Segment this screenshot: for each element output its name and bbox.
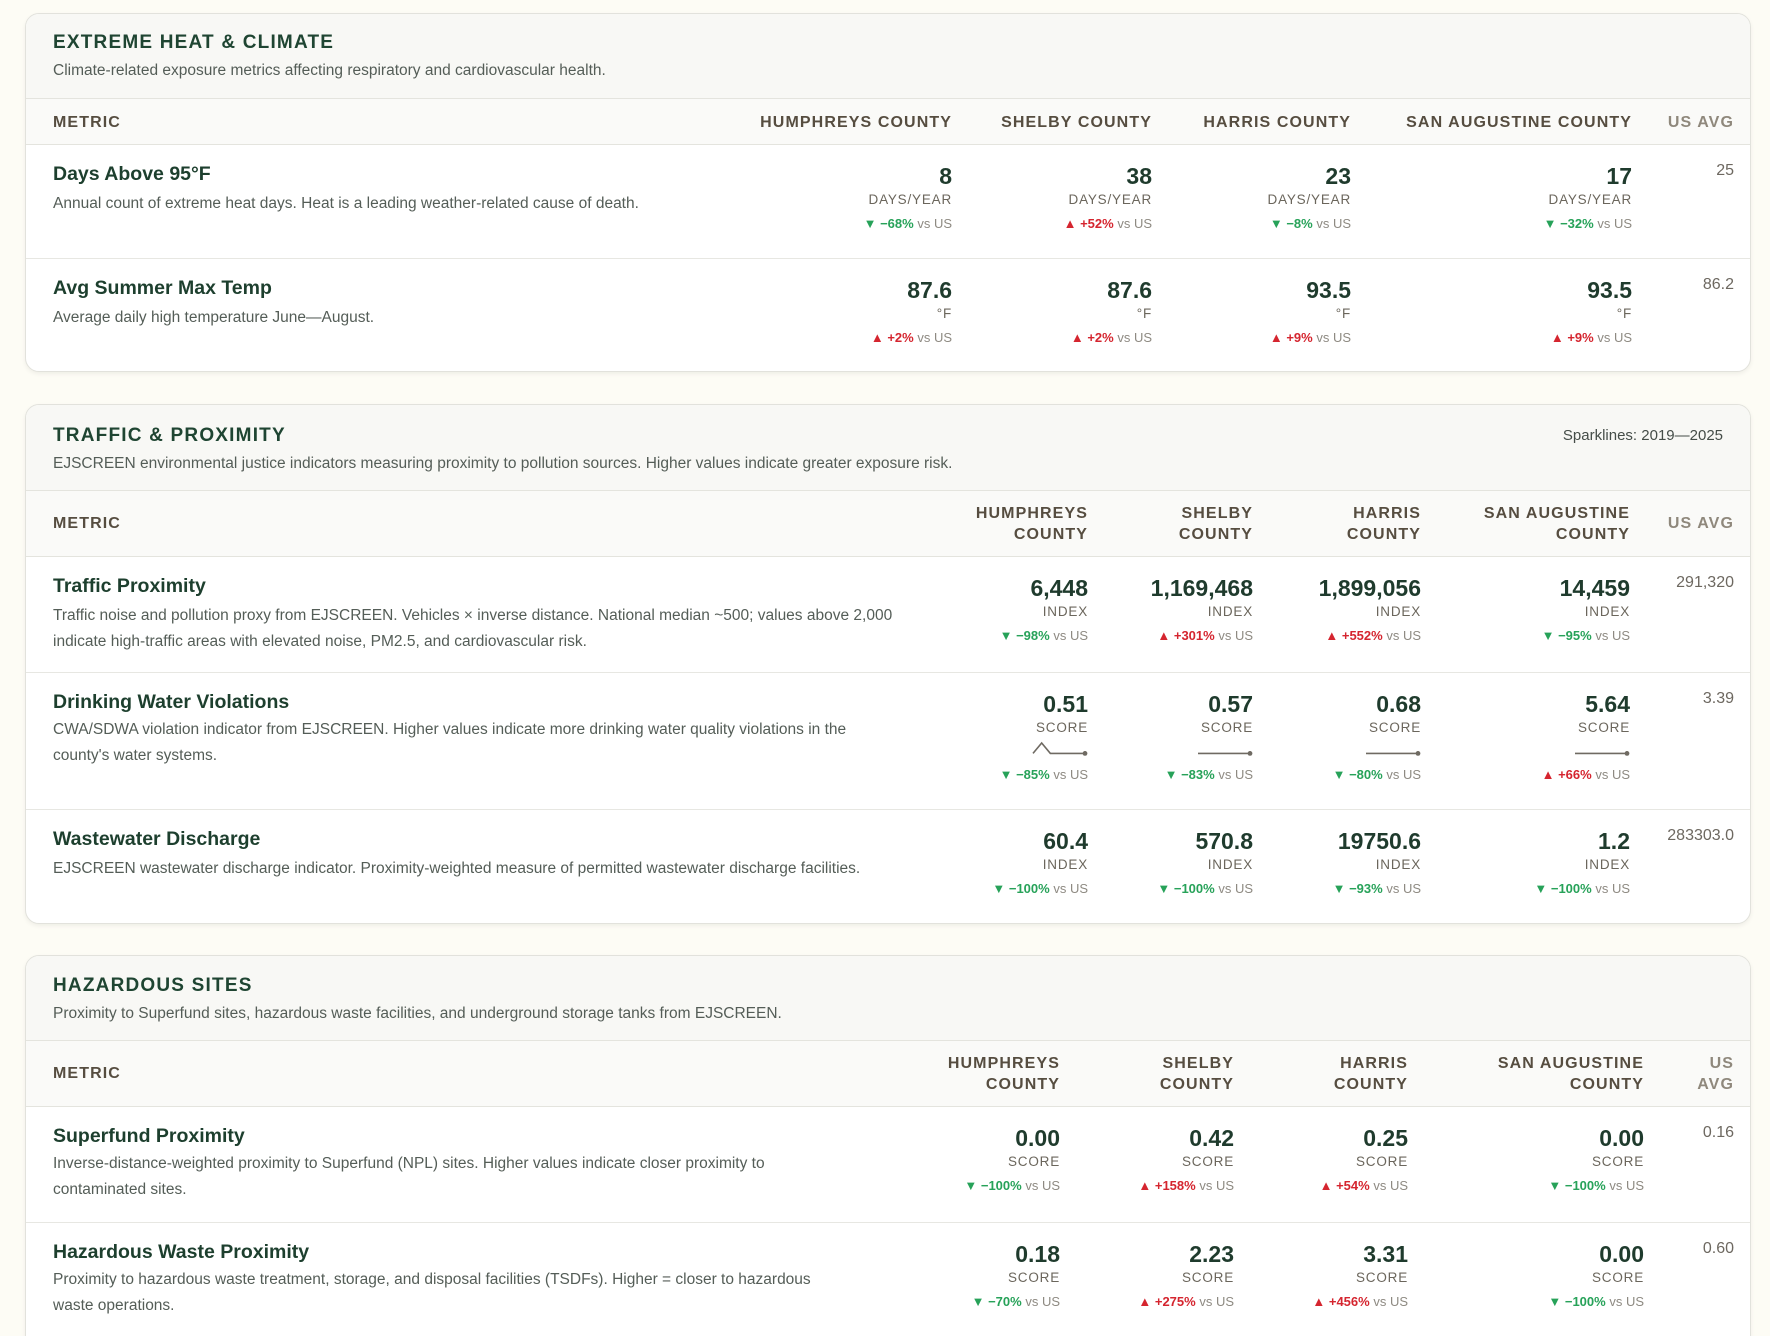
metric-unit: °F xyxy=(1335,306,1351,321)
metric-unit: DAYS/YEAR xyxy=(1068,192,1152,207)
comparison-badge: ▲ +158% vs US xyxy=(1138,1178,1234,1193)
metric-value: 0.51 xyxy=(1043,691,1088,717)
table-row xyxy=(26,673,1750,810)
section-traffic-proximity xyxy=(25,404,1751,924)
section-extreme-heat xyxy=(25,13,1751,372)
metric-value: 87.6 xyxy=(907,277,952,303)
us-avg-value: 86.2 xyxy=(1702,276,1734,293)
metric-unit: SCORE xyxy=(1181,1270,1234,1285)
metric-unit: INDEX xyxy=(1207,857,1253,872)
value-cell-san-augustine xyxy=(1548,1124,1644,1194)
comparison-badge: ▲ +301% vs US xyxy=(1157,628,1253,643)
metric-value: 19750.6 xyxy=(1337,828,1421,854)
comparison-badge: ▼ −8% vs US xyxy=(1269,216,1351,231)
comparison-badge: ▲ +9% vs US xyxy=(1550,330,1632,345)
comparison-badge: ▲ +52% vs US xyxy=(1063,216,1152,231)
metric-unit: °F xyxy=(1136,306,1152,321)
table-row xyxy=(26,557,1750,673)
value-cell-humphreys xyxy=(972,1240,1060,1310)
value-cell-shelby xyxy=(1151,574,1253,644)
metric-value: 0.25 xyxy=(1363,1125,1408,1151)
value-cell-harris xyxy=(1270,276,1351,346)
table-header xyxy=(26,99,1750,145)
metric-value: 0.42 xyxy=(1189,1125,1234,1151)
value-cell-harris xyxy=(1312,1240,1408,1310)
table-header xyxy=(26,491,1750,557)
value-cell-shelby xyxy=(1064,162,1152,232)
column-header-san-augustine: SAN AUGUSTINE COUNTY xyxy=(1497,1055,1644,1093)
sparkline xyxy=(1195,741,1253,759)
metric-value: 0.18 xyxy=(1015,1241,1060,1267)
metric-value: 0.68 xyxy=(1376,691,1421,717)
metric-unit: SCORE xyxy=(1355,1270,1408,1285)
comparison-badge: ▼ −100% vs US xyxy=(1534,881,1630,896)
metric-name: Days Above 95°F xyxy=(53,163,211,185)
metric-value: 93.5 xyxy=(1306,277,1351,303)
column-header-san-augustine: SAN AUGUSTINE COUNTY xyxy=(1483,505,1630,543)
table-row xyxy=(26,145,1750,259)
column-header-shelby: SHELBY COUNTY xyxy=(1159,1055,1234,1093)
metric-description: Annual count of extreme heat days. Heat is a leading weather-related cause of death. xyxy=(53,195,639,212)
table-row xyxy=(26,810,1750,923)
comparison-badge: ▲ +2% vs US xyxy=(1070,330,1152,345)
column-header-harris: HARRIS COUNTY xyxy=(1333,1055,1408,1093)
metric-description: Inverse-distance-weighted proximity to Superfund (NPL) sites. Higher values indicate closer proximity to contaminated sites. xyxy=(53,1155,765,1198)
value-cell-humphreys xyxy=(864,162,952,232)
comparison-badge: ▼ −100% vs US xyxy=(1548,1178,1644,1193)
column-header-metric: METRIC xyxy=(53,515,121,532)
comparison-badge: ▼ −95% vs US xyxy=(1541,628,1630,643)
metric-name: Drinking Water Violations xyxy=(53,691,290,713)
sparkline xyxy=(1030,741,1088,759)
section-hazardous-sites xyxy=(25,955,1751,1336)
value-cell-harris xyxy=(1333,827,1421,897)
section-subtitle: Proximity to Superfund sites, hazardous waste facilities, and underground storage tanks from EJSCREEN. xyxy=(53,1005,782,1022)
sparkline-endpoint xyxy=(1416,751,1421,756)
comparison-badge: ▲ +275% vs US xyxy=(1138,1294,1234,1309)
sparkline-endpoint xyxy=(1625,751,1630,756)
metric-unit: INDEX xyxy=(1584,604,1630,619)
column-header-us-avg: US AVG xyxy=(1667,515,1734,532)
us-avg-value: 3.39 xyxy=(1702,690,1734,707)
comparison-badge: ▼ −100% vs US xyxy=(992,881,1088,896)
comparison-badge: ▲ +9% vs US xyxy=(1269,330,1351,345)
metric-value: 3.31 xyxy=(1363,1241,1408,1267)
value-cell-san-augustine xyxy=(1542,690,1630,783)
comparison-badge: ▲ +552% vs US xyxy=(1325,628,1421,643)
us-avg-value: 283303.0 xyxy=(1667,827,1734,844)
section-header xyxy=(26,14,1750,99)
metric-unit: INDEX xyxy=(1042,857,1088,872)
sparkline-endpoint xyxy=(1083,751,1088,756)
metric-description: CWA/SDWA violation indicator from EJSCREEN. Higher values indicate more drinking water quality violations in the county's water systems. xyxy=(53,721,847,764)
comparison-badge: ▼ −98% vs US xyxy=(999,628,1088,643)
metric-unit: SCORE xyxy=(1007,1270,1060,1285)
metric-value: 6,448 xyxy=(1030,575,1088,601)
metric-value: 23 xyxy=(1325,163,1351,189)
metric-unit: INDEX xyxy=(1042,604,1088,619)
metric-name: Wastewater Discharge xyxy=(53,828,261,850)
section-subtitle: EJSCREEN environmental justice indicators measuring proximity to pollution sources. Higher values indicate greater exposure risk. xyxy=(53,455,953,472)
column-header-shelby: SHELBY COUNTY xyxy=(1001,114,1152,131)
value-cell-harris xyxy=(1268,162,1351,232)
value-cell-humphreys xyxy=(964,1124,1060,1194)
metric-name: Avg Summer Max Temp xyxy=(53,277,272,299)
metric-value: 0.00 xyxy=(1015,1125,1060,1151)
comparison-badge: ▼ −83% vs US xyxy=(1164,767,1253,782)
metric-unit: DAYS/YEAR xyxy=(1267,192,1351,207)
section-header xyxy=(26,956,1750,1041)
column-header-us-avg: US AVG xyxy=(1667,114,1734,131)
sparkline-line xyxy=(1033,743,1085,753)
metric-unit: SCORE xyxy=(1200,720,1253,735)
section-title: HAZARDOUS SITES xyxy=(53,975,253,996)
value-cell-humphreys xyxy=(992,827,1088,897)
comparison-badge: ▲ +2% vs US xyxy=(870,330,952,345)
metric-unit: SCORE xyxy=(1591,1270,1644,1285)
metric-name: Hazardous Waste Proximity xyxy=(53,1241,310,1263)
metric-value: 0.00 xyxy=(1599,1125,1644,1151)
value-cell-san-augustine xyxy=(1544,162,1632,232)
value-cell-shelby xyxy=(1138,1124,1234,1194)
value-cell-san-augustine xyxy=(1542,574,1630,644)
metric-value: 87.6 xyxy=(1107,277,1152,303)
table-row xyxy=(26,1223,1750,1336)
table-header xyxy=(26,1041,1750,1107)
value-cell-harris xyxy=(1320,1124,1408,1194)
metric-value: 1,169,468 xyxy=(1150,575,1253,601)
value-cell-shelby xyxy=(1165,690,1253,783)
column-header-shelby: SHELBY COUNTY xyxy=(1178,505,1253,543)
metric-value: 0.00 xyxy=(1599,1241,1644,1267)
section-header xyxy=(26,405,1750,491)
value-cell-shelby xyxy=(1138,1240,1234,1310)
metric-unit: INDEX xyxy=(1375,857,1421,872)
column-header-humphreys: HUMPHREYS COUNTY xyxy=(947,1055,1060,1093)
comparison-badge: ▲ +66% vs US xyxy=(1541,767,1630,782)
metric-unit: DAYS/YEAR xyxy=(868,192,952,207)
metric-value: 93.5 xyxy=(1587,277,1632,303)
comparison-badge: ▼ −100% vs US xyxy=(1548,1294,1644,1309)
column-header-humphreys: HUMPHREYS COUNTY xyxy=(975,505,1088,543)
metric-unit: INDEX xyxy=(1207,604,1253,619)
comparison-badge: ▲ +456% vs US xyxy=(1312,1294,1408,1309)
comparison-badge: ▼ −80% vs US xyxy=(1332,767,1421,782)
value-cell-san-augustine xyxy=(1548,1240,1644,1310)
sparklines-range-note: Sparklines: 2019—2025 xyxy=(1562,427,1723,444)
sparkline-endpoint xyxy=(1248,751,1253,756)
us-avg-value: 0.16 xyxy=(1702,1124,1734,1141)
metric-value: 0.57 xyxy=(1208,691,1253,717)
column-header-harris: HARRIS COUNTY xyxy=(1203,114,1351,131)
metric-value: 1,899,056 xyxy=(1318,575,1421,601)
table-row xyxy=(26,259,1750,371)
comparison-badge: ▼ −32% vs US xyxy=(1543,216,1632,231)
metric-value: 60.4 xyxy=(1043,828,1088,854)
value-cell-harris xyxy=(1319,574,1421,644)
metric-value: 570.8 xyxy=(1195,828,1253,854)
metric-unit: SCORE xyxy=(1007,1154,1060,1169)
metric-name: Traffic Proximity xyxy=(53,575,206,597)
metric-value: 17 xyxy=(1606,163,1632,189)
comparison-badge: ▼ −68% vs US xyxy=(863,216,952,231)
us-avg-value: 291,320 xyxy=(1676,574,1734,591)
value-cell-san-augustine xyxy=(1551,276,1632,346)
value-cell-humphreys xyxy=(1000,574,1088,644)
section-title: TRAFFIC & PROXIMITY xyxy=(53,425,286,446)
metric-description: Proximity to hazardous waste treatment, storage, and disposal facilities (TSDFs). Higher = closer to hazardous waste operations. xyxy=(53,1271,811,1314)
section-title: EXTREME HEAT & CLIMATE xyxy=(53,32,335,53)
comparison-badge: ▲ +54% vs US xyxy=(1319,1178,1408,1193)
column-header-metric: METRIC xyxy=(53,114,121,131)
sparkline xyxy=(1363,741,1421,759)
metric-unit: SCORE xyxy=(1591,1154,1644,1169)
metric-value: 5.64 xyxy=(1585,691,1630,717)
column-header-harris: HARRIS COUNTY xyxy=(1346,505,1421,543)
metric-unit: SCORE xyxy=(1577,720,1630,735)
column-header-metric: METRIC xyxy=(53,1065,121,1082)
comparison-badge: ▼ −100% vs US xyxy=(1157,881,1253,896)
value-cell-san-augustine xyxy=(1534,827,1630,897)
metric-unit: SCORE xyxy=(1355,1154,1408,1169)
value-cell-harris xyxy=(1333,690,1421,783)
sparkline xyxy=(1572,741,1630,759)
comparison-badge: ▼ −70% vs US xyxy=(971,1294,1060,1309)
metric-unit: °F xyxy=(936,306,952,321)
us-avg-value: 25 xyxy=(1716,162,1734,179)
metric-unit: INDEX xyxy=(1584,857,1630,872)
comparison-badge: ▼ −100% vs US xyxy=(964,1178,1060,1193)
column-header-san-augustine: SAN AUGUSTINE COUNTY xyxy=(1406,114,1632,131)
section-subtitle: Climate-related exposure metrics affecting respiratory and cardiovascular health. xyxy=(53,62,606,79)
metric-description: EJSCREEN wastewater discharge indicator. Proximity-weighted measure of permitted wastewater discharge facilities. xyxy=(53,860,861,877)
value-cell-humphreys xyxy=(1000,690,1088,783)
metric-unit: DAYS/YEAR xyxy=(1548,192,1632,207)
comparison-badge: ▼ −85% vs US xyxy=(999,767,1088,782)
metric-unit: °F xyxy=(1616,306,1632,321)
value-cell-shelby xyxy=(1071,276,1152,346)
table-row xyxy=(26,1107,1750,1223)
metric-unit: SCORE xyxy=(1035,720,1088,735)
metric-description: Traffic noise and pollution proxy from EJSCREEN. Vehicles × inverse distance. National median ~500; values above 2,000 indicate high-traffic areas with elevated noise, PM2.5, and cardiovascular risk. xyxy=(53,607,893,650)
column-header-humphreys: HUMPHREYS COUNTY xyxy=(760,114,952,131)
metric-unit: INDEX xyxy=(1375,604,1421,619)
metric-description: Average daily high temperature June—August. xyxy=(53,309,375,326)
value-cell-shelby xyxy=(1157,827,1253,897)
metric-value: 38 xyxy=(1126,163,1152,189)
us-avg-value: 0.60 xyxy=(1702,1240,1734,1257)
metric-value: 8 xyxy=(939,163,952,189)
metric-unit: SCORE xyxy=(1368,720,1421,735)
value-cell-humphreys xyxy=(871,276,952,346)
column-header-us-avg: US AVG xyxy=(1697,1055,1734,1093)
metric-name: Superfund Proximity xyxy=(53,1125,245,1147)
metric-unit: SCORE xyxy=(1181,1154,1234,1169)
metric-value: 2.23 xyxy=(1189,1241,1234,1267)
metric-value: 1.2 xyxy=(1598,828,1630,854)
metric-value: 14,459 xyxy=(1559,575,1630,601)
comparison-badge: ▼ −93% vs US xyxy=(1332,881,1421,896)
